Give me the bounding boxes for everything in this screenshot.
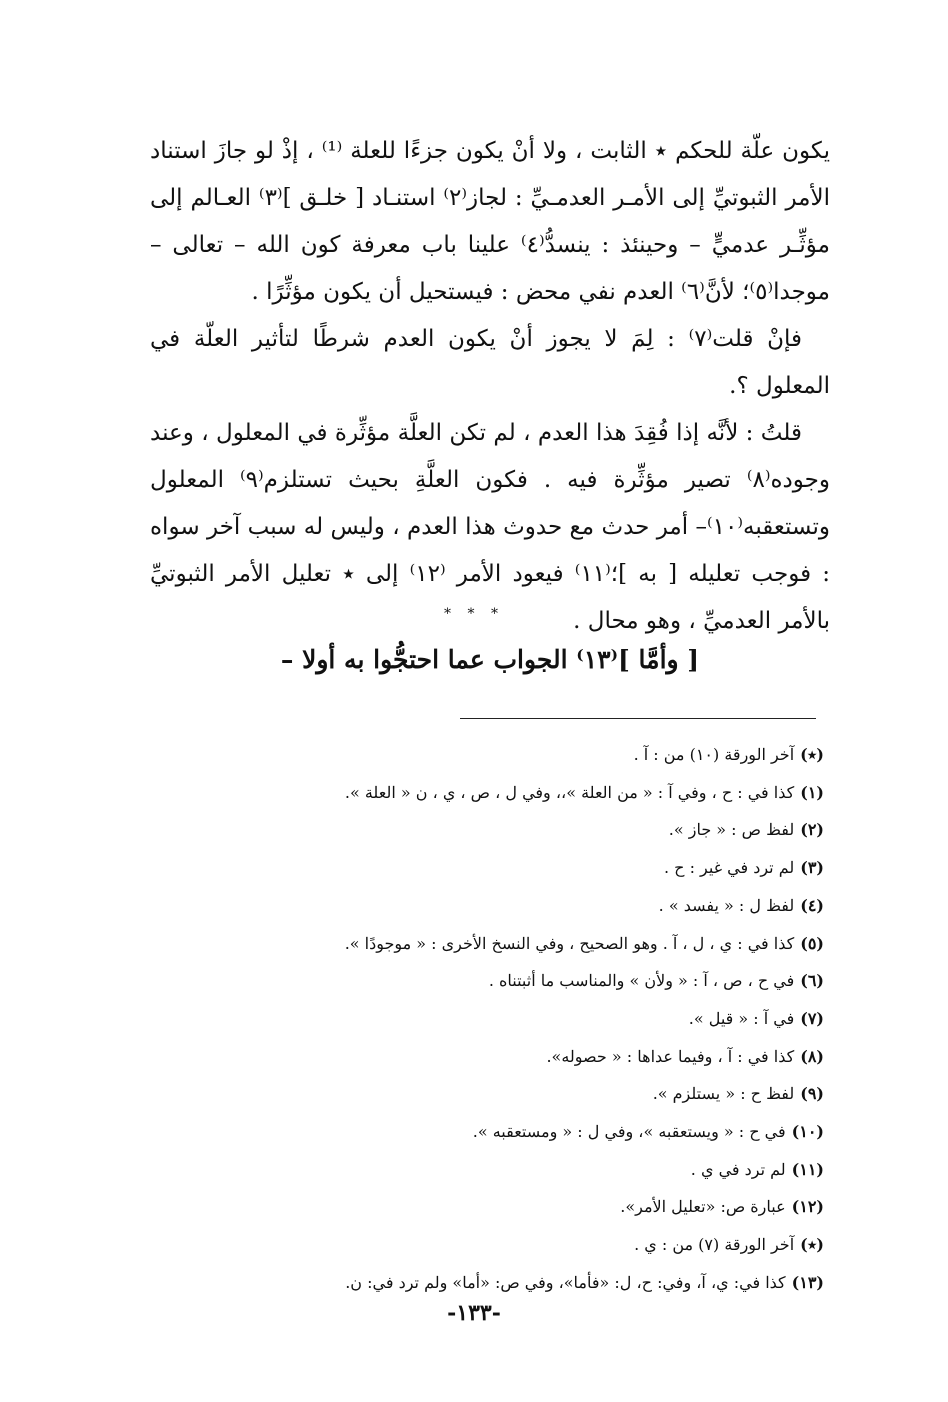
footnote [150,1075,824,1113]
footnote-number: (٣) [800,858,824,878]
footnote [150,1113,824,1151]
footnote-number: (٩) [800,1084,824,1104]
footnote-text: عبارة ص: «تعليل الأمر». [620,1197,786,1217]
footnote [150,925,824,963]
footnote-text: في آ : « قيل ». [688,1008,795,1028]
footnote-number: (٧) [800,1008,824,1028]
footnote-number: (٦) [800,971,824,991]
footnote-text: لفظ ح : « يستلزم ». [652,1084,795,1104]
footnote [150,1226,824,1264]
footnote [150,736,824,774]
footnote-number: (٭) [800,1235,824,1255]
page-number: -١٣٣- [447,1300,501,1326]
footnote-text: كذا في : آ ، وفيما عداها : « حصوله». [546,1046,795,1066]
footnote-number: (١٢) [791,1197,824,1217]
footnote-number: (١٣) [791,1272,824,1292]
footnote [150,1151,824,1189]
paragraph-2: فإنْ قلت⁽٧⁾ : لِمَ لا يجوز أنْ يكون العدم شرطًا لتأثير العلّة في المعلول ؟. [150,326,830,399]
footnote [150,1038,824,1076]
footnotes [150,736,824,1302]
footnote-text: لفظ ص : « جاز ». [668,820,795,840]
footnote [150,774,824,812]
footnote-text: كذا في: ي، آ، وفي: ح، ل: «فأما»، وفي ص: «أما» ولم ترد في: ن. [345,1272,786,1292]
footnote-number: (٭) [800,745,824,764]
footnote-number: (١٠) [791,1122,824,1142]
footnote-number: (٤) [800,895,824,915]
footnote [150,811,824,849]
footnote [150,887,824,925]
footnote [150,1000,824,1038]
footnote-number: (١١) [791,1159,824,1179]
footnote-text: في ح ، ص ، آ : « ولأن » والمناسب ما أثبتناه . [488,971,795,991]
footnote-text: لم ترد في غير : ح . [663,858,795,878]
footnote-text: كذا في : ح ، وفي آ : « من العلة »،، وفي ل ، ص ، ي ، ن « العلة ». [344,782,795,802]
footnote-text: آخر الورقة (٧) من : ي . [634,1235,795,1255]
footnote-text: لم ترد في ي . [690,1159,786,1179]
footnote-divider [460,718,816,719]
footnote-text: آخر الورقة (١٠) من : آ . [633,745,795,764]
footnote-number: (٢) [800,820,824,840]
footnote-number: (١) [800,782,824,802]
footnote-number: (٥) [800,933,824,953]
section-separator: * * * [444,606,504,622]
footnote [150,962,824,1000]
footnote-text: كذا في : ي ، ل ، آ . وهو الصحيح ، وفي النسخ الأخرى : « موجودًا ». [344,933,795,953]
footnote-number: (٨) [800,1046,824,1066]
footnote-text: لفظ ل : « يفسد » . [658,895,795,915]
footnote [150,1188,824,1226]
section-heading: [ وأمَّا ]⁽١٣⁾ الجواب عما احتجُّوا به أولا – [280,645,700,674]
footnote [150,849,824,887]
footnote-text: في ح : « ويستعقبه »، وفي ل : « ومستعقبه ». [472,1122,786,1142]
footnote [150,1264,824,1302]
main-text [150,128,830,645]
paragraph-1: يكون علّة للحكم ٭ الثابت ، ولا أنْ يكون جزءًا للعلة ⁽¹⁾ ، إذْ لو جازَ استناد الأمر الثبوتيِّ إلى الأمـر العدمـيِّ : لجاز⁽٢⁾ استنـاد [ خلـق ]⁽٣⁾ العـالم إلى مؤثِّـر عدميٍّ – وحينئذ : ينسدُّ⁽٤⁾ علينا باب معرفة كون الله – تعالى – موجدا⁽٥⁾؛ لأنَّ⁽٦⁾ العدم نفي محض : فيستحيل أن يكون مؤثِّرًا . [150,138,830,305]
paragraph-3: قلتُ : لأنَّه إذا فُقِدَ هذا العدم ، لم تكن العلَّة مؤثِّرة في المعلول ، وعند وجوده⁽٨⁾ تصير مؤثِّرة فيه . فكون العلَّةِ بحيث تستلزم⁽٩⁾ المعلول وتستعقبه⁽١٠⁾– أمر حدث مع حدوث هذا العدم ، وليس له سبب آخر سواه : فوجب تعليله [ به ]؛⁽١١⁾ فيعود الأمر ⁽١٢⁾ إلى ٭ تعليل الأمر الثبوتيِّ بالأمر العدميِّ ، وهو محال . [150,420,831,634]
